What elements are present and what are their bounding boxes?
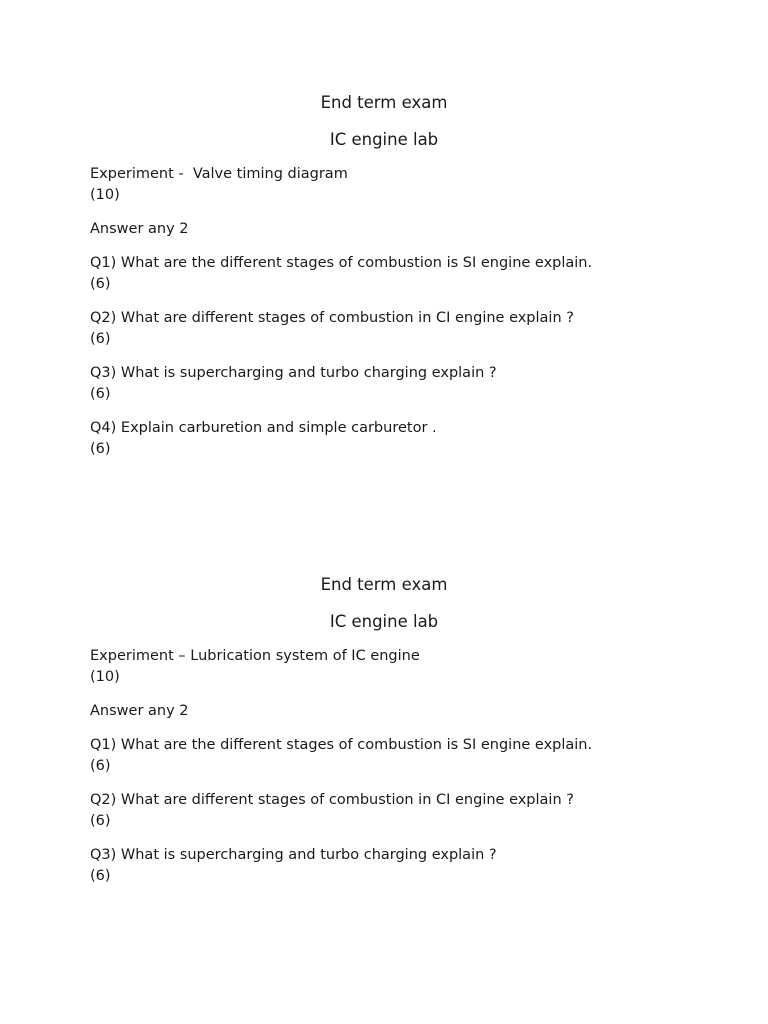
exam-subtitle: IC engine lab — [329, 612, 439, 631]
question-text: Q1) What are the different stages of combustion is SI engine explain. — [90, 255, 593, 271]
experiment-marks: (10) — [90, 669, 120, 685]
exam-title: End term exam — [320, 575, 448, 594]
question-item — [90, 735, 690, 777]
question-marks: (6) — [90, 758, 111, 774]
experiment-block — [90, 164, 690, 206]
instruction-block — [90, 701, 690, 722]
instruction-text: Answer any 2 — [90, 221, 189, 237]
exam-title: End term exam — [320, 93, 448, 112]
question-text: Q4) Explain carburetion and simple carburetor . — [90, 420, 437, 436]
question-marks: (6) — [90, 868, 111, 884]
instruction-text: Answer any 2 — [90, 703, 189, 719]
exam-subtitle: IC engine lab — [329, 130, 439, 149]
question-marks: (6) — [90, 813, 111, 829]
experiment-text: Experiment - Valve timing diagram — [90, 166, 348, 182]
question-item — [90, 253, 690, 295]
question-marks: (6) — [90, 331, 111, 347]
question-item — [90, 363, 690, 405]
question-item — [90, 418, 690, 460]
question-item — [90, 790, 690, 832]
experiment-text: Experiment – Lubrication system of IC engine — [90, 648, 420, 664]
question-item — [90, 845, 690, 887]
question-text: Q2) What are different stages of combustion in CI engine explain ? — [90, 310, 574, 326]
question-marks: (6) — [90, 276, 111, 292]
experiment-marks: (10) — [90, 187, 120, 203]
question-text: Q3) What is supercharging and turbo charging explain ? — [90, 847, 497, 863]
question-item — [90, 308, 690, 350]
exam-sheet-1 — [90, 92, 690, 473]
experiment-block — [90, 646, 690, 688]
question-text: Q2) What are different stages of combustion in CI engine explain ? — [90, 792, 574, 808]
instruction-block — [90, 219, 690, 240]
question-marks: (6) — [90, 386, 111, 402]
question-text: Q3) What is supercharging and turbo charging explain ? — [90, 365, 497, 381]
question-text: Q1) What are the different stages of combustion is SI engine explain. — [90, 737, 593, 753]
exam-sheet-2 — [90, 574, 690, 900]
question-marks: (6) — [90, 441, 111, 457]
